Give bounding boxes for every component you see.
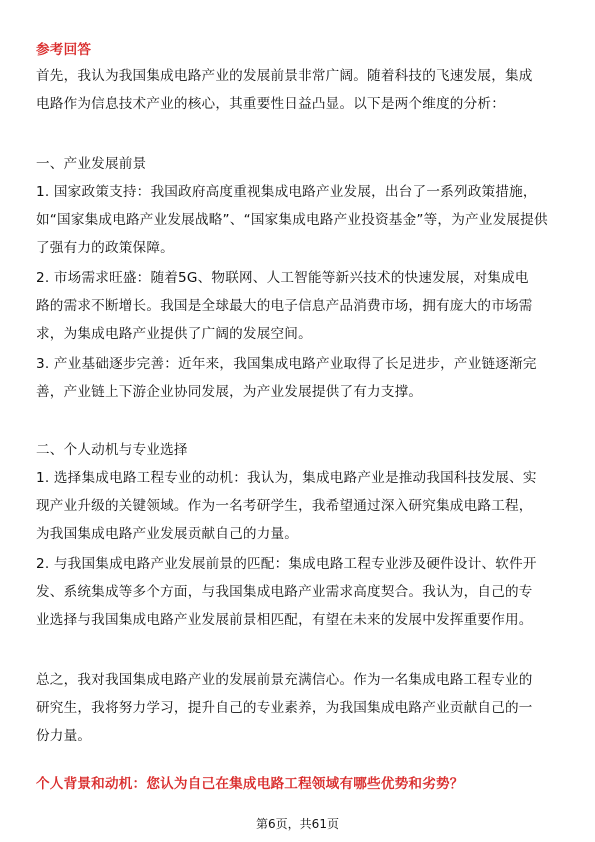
conclusion-line-2: 研究生，我将努力学习，提升自己的专业素养，为我国集成电路产业贡献自己的一 bbox=[36, 700, 533, 716]
part1-item2-line-2: 路的需求不断增长。我国是全球最大的电子信息产品消费市场，拥有庞大的市场需 bbox=[36, 298, 533, 314]
conclusion-line-1: 总之，我对我国集成电路产业的发展前景充满信心。作为一名集成电路工程专业的 bbox=[36, 672, 533, 688]
part2-item2-line-3: 业选择与我国集成电路产业发展前景相匹配，有望在未来的发展中发挥重要作用。 bbox=[36, 612, 533, 628]
part1-item1-line-1: 1. 国家政策支持：我国政府高度重视集成电路产业发展，出台了一系列政策措施， bbox=[36, 184, 537, 200]
part1-item1-line-2: 如“国家集成电路产业发展战略”、“国家集成电路产业投资基金”等，为产业发展提供 bbox=[36, 212, 548, 228]
part2-item1-line-3: 为我国集成电路产业发展贡献自己的力量。 bbox=[36, 526, 299, 542]
section-heading: 参考回答 bbox=[36, 42, 92, 58]
intro-line-1: 首先，我认为我国集成电路产业的发展前景非常广阔。随着科技的飞速发展，集成 bbox=[36, 68, 533, 84]
part1-title: 一、产业发展前景 bbox=[36, 156, 147, 172]
part1-item1-line-3: 了强有力的政策保障。 bbox=[36, 240, 174, 256]
next-question-heading: 个人背景和动机：您认为自己在集成电路工程领域有哪些优势和劣势？ bbox=[36, 776, 464, 792]
part2-item1-line-1: 1. 选择集成电路工程专业的动机：我认为，集成电路产业是推动我国科技发展、实 bbox=[36, 470, 537, 486]
conclusion-line-3: 份力量。 bbox=[36, 728, 92, 744]
part1-item3-line-1: 3. 产业基础逐步完善：近年来，我国集成电路产业取得了长足进步，产业链逐渐完 bbox=[36, 356, 537, 372]
part2-item1-line-2: 现产业升级的关键领域。作为一名考研学生，我希望通过深入研究集成电路工程， bbox=[36, 498, 533, 514]
part1-item2-line-1: 2. 市场需求旺盛：随着5G、物联网、人工智能等新兴技术的快速发展，对集成电 bbox=[36, 270, 529, 286]
part2-item2-line-1: 2. 与我国集成电路产业发展前景的匹配：集成电路工程专业涉及硬件设计、软件开 bbox=[36, 556, 537, 572]
page-number: 第6页，共61页 bbox=[256, 817, 339, 831]
part1-item2-line-3: 求，为集成电路产业提供了广阔的发展空间。 bbox=[36, 326, 312, 342]
intro-line-2: 电路作为信息技术产业的核心，其重要性日益凸显。以下是两个维度的分析： bbox=[36, 96, 505, 112]
part2-item2-line-2: 发、系统集成等多个方面，与我国集成电路产业需求高度契合。我认为，自己的专 bbox=[36, 584, 533, 600]
part2-title: 二、个人动机与专业选择 bbox=[36, 442, 188, 458]
part1-item3-line-2: 善，产业链上下游企业协同发展，为产业发展提供了有力支撑。 bbox=[36, 384, 423, 400]
